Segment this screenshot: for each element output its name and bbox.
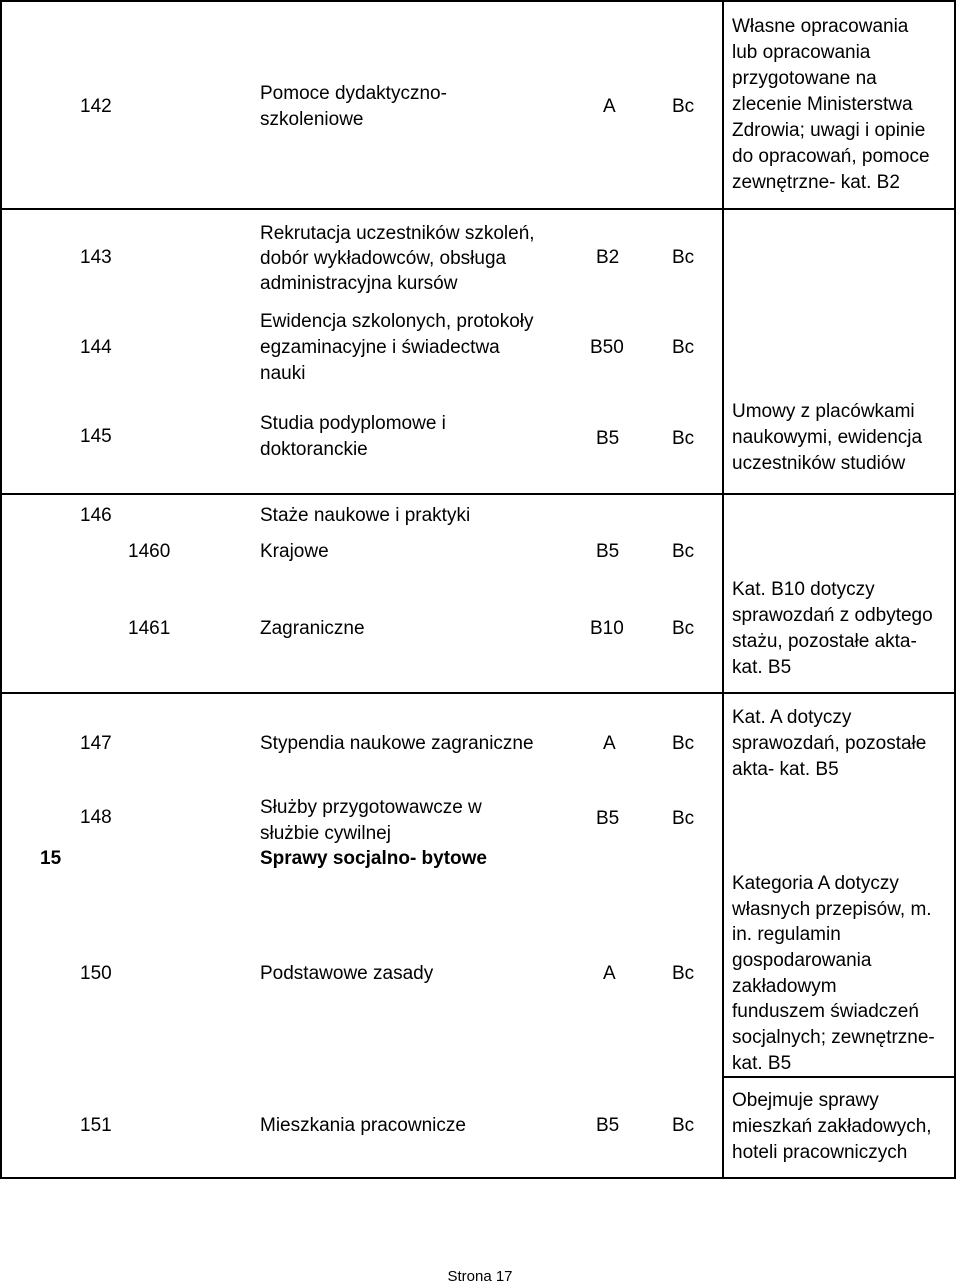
row-notes: kat. B5 — [732, 1053, 792, 1074]
row-notes: sprawozdań, pozostałe — [732, 733, 927, 754]
row-title: egzaminacyjne i świadectwa — [260, 337, 500, 358]
row-title: szkoleniowe — [260, 109, 364, 130]
row-notes: zakładowym — [732, 976, 837, 997]
row-notes: Kat. B10 dotyczy — [732, 579, 875, 600]
row-title: Krajowe — [260, 541, 329, 562]
row-category: A — [603, 96, 616, 117]
row-number: 1461 — [128, 618, 171, 639]
row-title: Pomoce dydaktyczno- — [260, 83, 447, 104]
row-notes: hoteli pracowniczych — [732, 1142, 908, 1163]
row-notes: in. regulamin — [732, 924, 841, 945]
section-number: 15 — [40, 848, 62, 869]
row-notes: Kategoria A dotyczy — [732, 873, 899, 894]
row-category-secondary: Bc — [672, 337, 695, 358]
row-notes: sprawozdań z odbytego — [732, 605, 933, 626]
section-title: Sprawy socjalno- bytowe — [260, 848, 487, 869]
row-notes: stażu, pozostałe akta- — [732, 631, 917, 652]
row-title: służbie cywilnej — [260, 823, 391, 844]
row-divider — [0, 692, 956, 694]
row-notes: gospodarowania — [732, 950, 872, 971]
row-number: 1460 — [128, 541, 171, 562]
row-category-secondary: Bc — [672, 733, 695, 754]
row-notes: Kat. A dotyczy — [732, 707, 852, 728]
row-category: A — [603, 963, 616, 984]
row-title: Mieszkania pracownicze — [260, 1115, 466, 1136]
row-category-secondary: Bc — [672, 428, 695, 449]
row-divider — [0, 208, 956, 210]
row-category: B50 — [590, 337, 624, 358]
row-category-secondary: Bc — [672, 96, 695, 117]
row-divider — [0, 1177, 956, 1179]
row-notes: zewnętrzne- kat. B2 — [732, 172, 900, 193]
row-category-secondary: Bc — [672, 1115, 695, 1136]
row-number: 144 — [80, 337, 112, 358]
row-title: doktoranckie — [260, 439, 368, 460]
row-title: Stypendia naukowe zagraniczne — [260, 733, 534, 754]
row-notes: uczestników studiów — [732, 453, 906, 474]
row-title: Staże naukowe i praktyki — [260, 505, 471, 526]
row-title: Studia podyplomowe i — [260, 413, 446, 434]
row-category: B5 — [596, 541, 620, 562]
row-number: 151 — [80, 1115, 112, 1136]
page-footer: Strona 17 — [447, 1268, 513, 1285]
row-category: B10 — [590, 618, 624, 639]
row-notes: Własne opracowania — [732, 16, 909, 37]
row-category: A — [603, 733, 616, 754]
row-notes: zlecenie Ministerstwa — [732, 94, 913, 115]
column-divider — [722, 0, 724, 1178]
row-notes: funduszem świadczeń — [732, 1001, 919, 1022]
row-notes: kat. B5 — [732, 657, 792, 678]
row-number: 148 — [80, 807, 112, 828]
row-notes: naukowymi, ewidencja — [732, 427, 923, 448]
row-title: administracyjna kursów — [260, 273, 458, 294]
row-category: B5 — [596, 1115, 620, 1136]
row-title: Podstawowe zasady — [260, 963, 434, 984]
row-title: Zagraniczne — [260, 618, 365, 639]
row-title: nauki — [260, 363, 306, 384]
row-notes: przygotowane na — [732, 68, 877, 89]
row-notes: socjalnych; zewnętrzne- — [732, 1027, 935, 1048]
row-title: Ewidencja szkolonych, protokoły — [260, 311, 534, 332]
row-number: 150 — [80, 963, 112, 984]
row-number: 142 — [80, 96, 112, 117]
row-category-secondary: Bc — [672, 618, 695, 639]
row-divider — [0, 0, 956, 2]
row-title: Służby przygotowawcze w — [260, 797, 482, 818]
row-notes: Zdrowia; uwagi i opinie — [732, 120, 926, 141]
row-notes: Obejmuje sprawy — [732, 1090, 879, 1111]
row-title: dobór wykładowców, obsługa — [260, 248, 507, 269]
row-title: Rekrutacja uczestników szkoleń, — [260, 223, 535, 244]
row-number: 145 — [80, 426, 112, 447]
row-number: 146 — [80, 505, 112, 526]
row-notes: Umowy z placówkami — [732, 401, 915, 422]
row-category-secondary: Bc — [672, 247, 695, 268]
row-category-secondary: Bc — [672, 541, 695, 562]
row-notes: akta- kat. B5 — [732, 759, 839, 780]
row-notes: lub opracowania — [732, 42, 871, 63]
row-category-secondary: Bc — [672, 808, 695, 829]
row-category-secondary: Bc — [672, 963, 695, 984]
row-notes: własnych przepisów, m. — [732, 899, 932, 920]
row-category: B2 — [596, 247, 620, 268]
row-divider — [0, 493, 956, 495]
row-notes: mieszkań zakładowych, — [732, 1116, 932, 1137]
row-notes: do opracowań, pomoce — [732, 146, 930, 167]
row-number: 147 — [80, 733, 112, 754]
row-category: B5 — [596, 808, 620, 829]
row-number: 143 — [80, 247, 112, 268]
row-category: B5 — [596, 428, 620, 449]
